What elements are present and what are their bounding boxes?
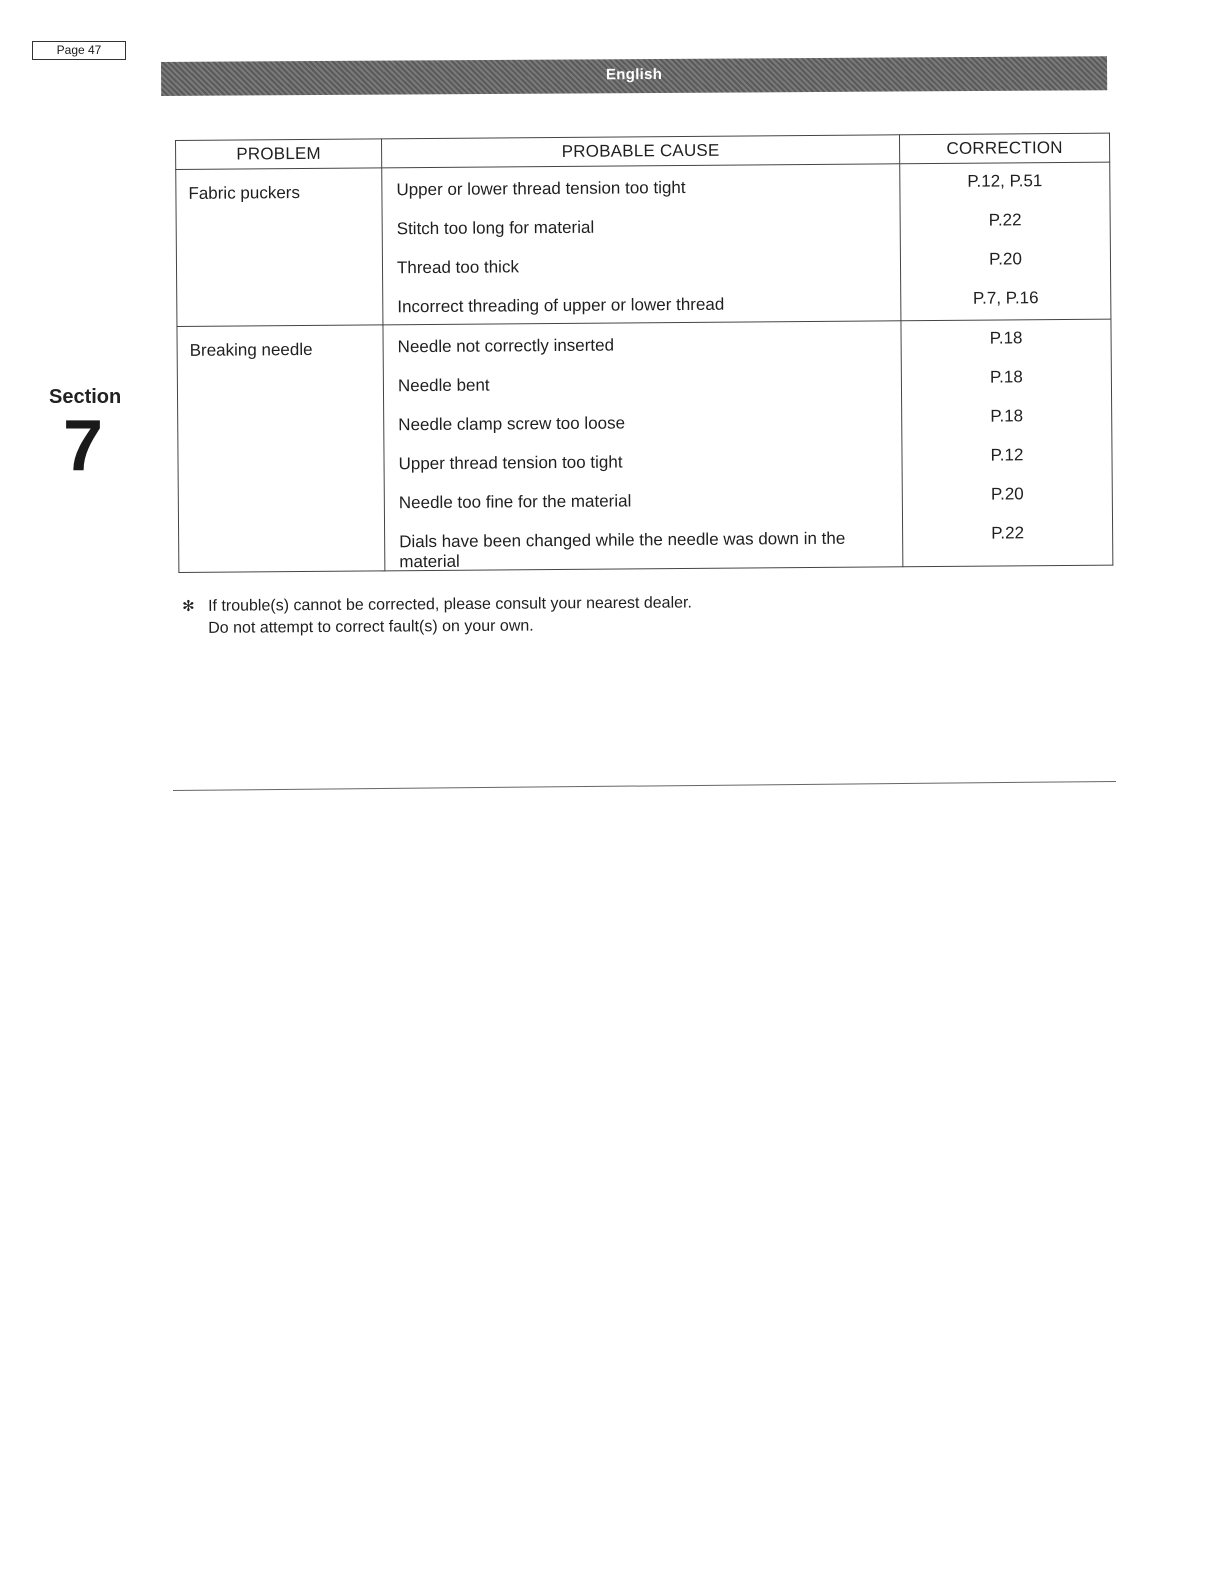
asterisk-icon: ✻ bbox=[182, 597, 195, 615]
cause-cell bbox=[382, 164, 901, 325]
correction-item: P.20 bbox=[988, 249, 1022, 269]
correction-item: P.22 bbox=[991, 523, 1025, 543]
correction-item: P.12, P.51 bbox=[967, 171, 1043, 191]
dealer-note bbox=[182, 592, 692, 640]
page-number-label: Page 47 bbox=[32, 41, 126, 60]
correction-item: P.20 bbox=[990, 484, 1024, 504]
note-line-1 bbox=[182, 592, 692, 618]
section-label: Section bbox=[49, 386, 122, 408]
cause-item: Needle bent bbox=[397, 375, 490, 396]
note-text-1: If trouble(s) cannot be corrected, please consult your nearest dealer. bbox=[208, 594, 692, 615]
cause-item: Stitch too long for material bbox=[396, 217, 595, 239]
correction-cell bbox=[900, 162, 1111, 321]
header-problem: PROBLEM bbox=[176, 139, 382, 170]
troubleshooting-table-container bbox=[175, 133, 1112, 584]
correction-item: P.18 bbox=[989, 367, 1023, 387]
cause-item: Needle not correctly inserted bbox=[397, 335, 615, 357]
cause-item: Dials have been changed while the needle was down in the material bbox=[399, 528, 846, 572]
problem-cell: Fabric puckers bbox=[176, 168, 383, 327]
correction-item: P.18 bbox=[990, 406, 1024, 426]
correction-cell bbox=[901, 319, 1113, 567]
table-row bbox=[176, 162, 1111, 326]
cause-item: Incorrect threading of upper or lower thread bbox=[397, 294, 725, 317]
cause-item: Upper thread tension too tight bbox=[398, 452, 623, 474]
table-row bbox=[177, 319, 1113, 572]
troubleshooting-table bbox=[175, 133, 1113, 573]
correction-item: P.22 bbox=[988, 210, 1022, 230]
cause-item: Upper or lower thread tension too tight bbox=[396, 177, 686, 200]
cause-cell bbox=[383, 321, 903, 571]
language-banner bbox=[161, 56, 1107, 96]
correction-item: P.12 bbox=[990, 445, 1024, 465]
header-probable-cause: PROBABLE CAUSE bbox=[381, 135, 899, 168]
section-number: 7 bbox=[63, 406, 104, 486]
problem-cell: Breaking needle bbox=[177, 325, 385, 573]
divider-line bbox=[173, 781, 1116, 791]
cause-item: Needle too fine for the material bbox=[398, 491, 632, 513]
cause-item: Thread too thick bbox=[396, 257, 519, 278]
cause-item: Needle clamp screw too loose bbox=[398, 413, 626, 435]
correction-item: P.7, P.16 bbox=[972, 288, 1039, 308]
correction-item: P.18 bbox=[989, 328, 1023, 348]
header-correction: CORRECTION bbox=[899, 133, 1109, 164]
language-label: English bbox=[605, 65, 663, 84]
note-text-2: Do not attempt to correct fault(s) on your own. bbox=[208, 617, 534, 637]
